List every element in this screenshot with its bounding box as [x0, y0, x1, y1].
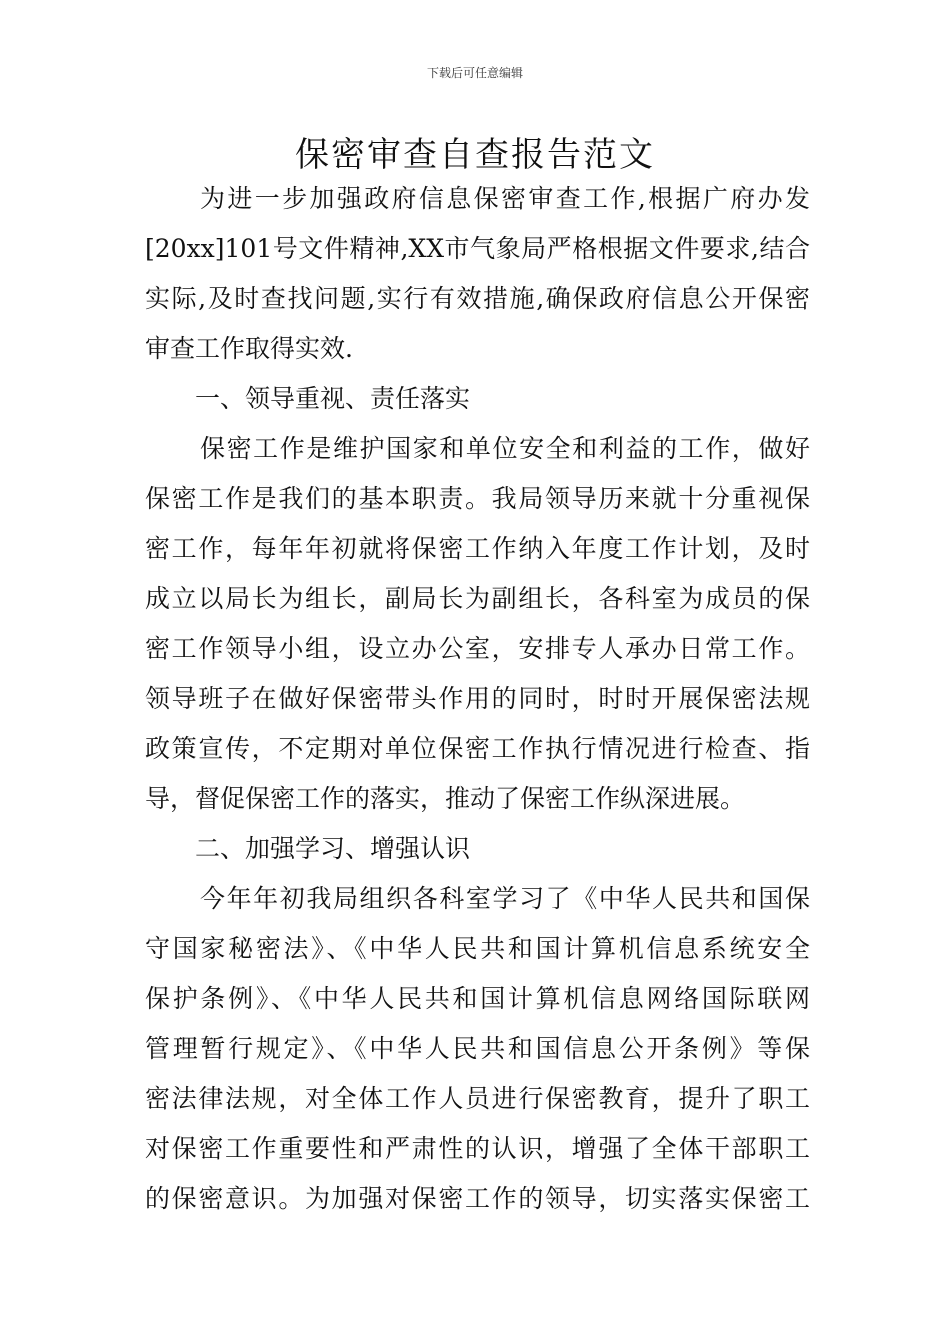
body-line: 今年年初我局组织各科室学习了《中华人民共和国保 [200, 884, 810, 913]
body-line: 政策宣传，不定期对单位保密工作执行情况进行检查、指 [145, 734, 810, 763]
body-line: 保密工作是维护国家和单位安全和利益的工作，做好 [200, 434, 810, 463]
body-line: 领导班子在做好保密带头作用的同时，时时开展保密法规 [145, 684, 810, 713]
body-line: 管理暂行规定》、《中华人民共和国信息公开条例》等保 [145, 1034, 810, 1063]
section-heading: 一、领导重视、责任落实 [195, 384, 471, 413]
body-line: 密法律法规，对全体工作人员进行保密教育，提升了职工 [145, 1084, 810, 1113]
body-line: 密工作，每年年初就将保密工作纳入年度工作计划，及时 [145, 534, 810, 563]
body-line: 保护条例》、《中华人民共和国计算机信息网络国际联网 [145, 984, 810, 1013]
body-line: 密工作领导小组，设立办公室，安排专人承办日常工作。 [145, 634, 810, 663]
body-line: 保密工作是我们的基本职责。我局领导历来就十分重视保 [145, 484, 810, 513]
body-line: 实际,及时查找问题,实行有效措施,确保政府信息公开保密 [145, 284, 810, 313]
body-line: 审查工作取得实效. [145, 334, 353, 363]
body-line: 对保密工作重要性和严肃性的认识，增强了全体干部职工 [145, 1134, 810, 1163]
page-title: 保密审查自查报告范文 [295, 135, 655, 175]
body-line: 守国家秘密法》、《中华人民共和国计算机信息系统安全 [145, 934, 810, 963]
body-line: 的保密意识。为加强对保密工作的领导，切实落实保密工 [145, 1184, 810, 1213]
body-line: [20xx]101号文件精神,XX市气象局严格根据文件要求,结合 [145, 234, 810, 263]
body-line: 导，督促保密工作的落实，推动了保密工作纵深进展。 [145, 784, 746, 813]
body-line: 为进一步加强政府信息保密审查工作,根据广府办发 [200, 184, 810, 213]
body-line: 成立以局长为组长，副局长为副组长，各科室为成员的保 [145, 584, 810, 613]
section-heading: 二、加强学习、增强认识 [195, 834, 471, 863]
header-note: 下载后可任意编辑 [426, 66, 523, 80]
